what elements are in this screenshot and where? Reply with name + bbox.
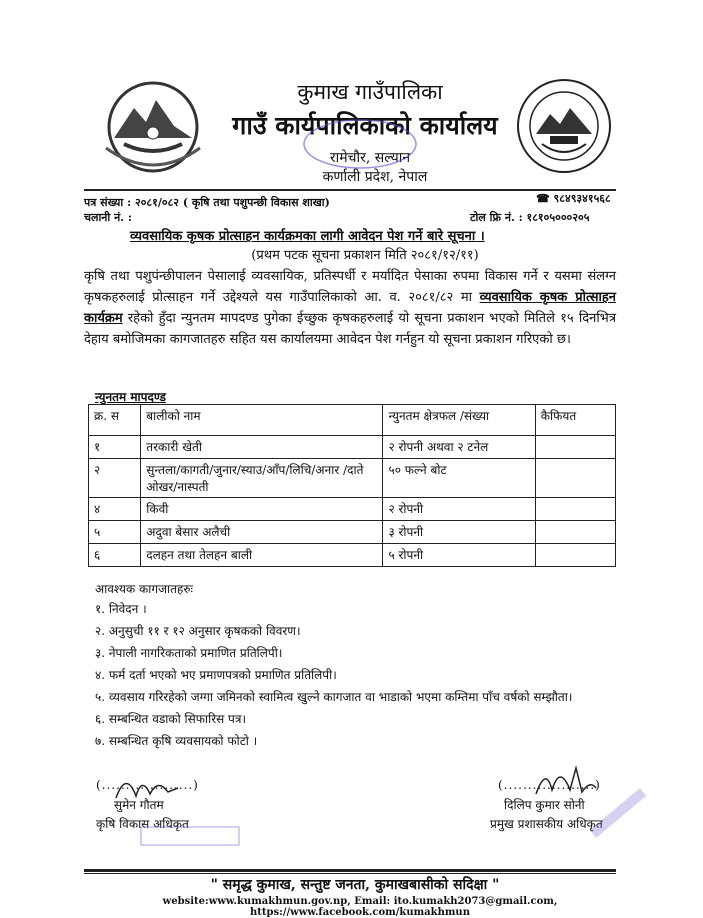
list-item: ६. सम्बन्धित वडाको सिफारिस पत्र। — [95, 712, 247, 726]
criteria-table — [88, 404, 616, 567]
address-line-2: कर्णाली प्रदेश, नेपाल — [322, 169, 428, 185]
signature-line: (...................) — [498, 778, 601, 792]
table-cell — [535, 498, 615, 521]
right-signature-stamp — [588, 784, 648, 848]
notice-body — [84, 266, 616, 350]
list-item: ५. व्यवसाय गरिरहेको जग्गा जमिनको स्वामित्व खुल्ने कागजात वा भाडाको भएमा कम्तिमा पाँच वर्षको सम्झौता। — [95, 690, 573, 704]
required-documents-list — [95, 598, 615, 752]
column-header: बालीको नाम — [141, 405, 383, 436]
right-signatory-title: प्रमुख प्रशासकीय अधिकृत — [490, 817, 603, 831]
signature-line: (...................) — [96, 778, 199, 792]
table-row — [89, 459, 616, 498]
left-signature-stamp — [140, 826, 240, 850]
phone-number — [536, 191, 611, 206]
column-header: कैफियत — [535, 405, 615, 436]
right-signatory-name: दिलिप कुमार सोनी — [504, 798, 585, 812]
list-item: ३. नेपाली नागरिकताको प्रमाणित प्रतिलिपी। — [95, 646, 283, 660]
table-cell: किवी — [141, 498, 383, 521]
toll-free-number: टोल फ्रि नं. : १८१०५०००२०५ — [470, 211, 590, 224]
body-part-1: कृषि तथा पशुपंन्छीपालन पेसालाई व्यवसायिक, प्रतिस्पर्धी र मर्यादित पेसाका रुपमा विकास गर्ने र यसमा संलग्न कृषकहरुलाई प्रोत्साहन गर्ने उद्देश्यले यस गाउँपालिकाको आ. व. २०८१/८२ मा — [84, 269, 616, 305]
footer-motto: " समृद्ध कुमाख, सन्तुष्ट जनता, कुमाखबासीको सदिक्षा " — [210, 877, 500, 893]
table-header-row — [89, 405, 616, 436]
table-cell: १ — [89, 436, 141, 459]
nepal-emblem-logo — [94, 78, 212, 176]
address-line-1: रामेचौर, सल्यान — [329, 150, 411, 166]
table-cell: ४ — [89, 498, 141, 521]
column-header: न्युनतम क्षेत्रफल /संख्या — [383, 405, 535, 436]
list-item: ४. फर्म दर्ता भएको भए प्रमाणपत्रको प्रमाणित प्रतिलिपी। — [95, 668, 337, 682]
body-part-2: रहेको हुँदा न्युनतम मापदण्ड पुगेका ईच्छुक कृषकहरुलाई यो सूचना प्रकाशन भएको मितिले १५ दिनभित्र देहाय बमोजिमका कागजातहरु सहित यस कार्यालयमा आवेदन पेश गर्नहुन यो सूचना प्रकाशन गरिएको छ। — [84, 311, 616, 347]
municipality-seal-logo — [516, 78, 612, 174]
table-cell: तरकारी खेती — [141, 436, 383, 459]
left-signatory — [96, 778, 256, 832]
notice-subject: व्यवसायिक कृषक प्रोत्साहन कार्यक्रमका लागी आवेदन पेश गर्ने बारे सूचना । — [130, 229, 485, 244]
program-name-highlight: व्यवसायिक कृषक प्रोत्साहन कार्यक्रम — [84, 290, 616, 326]
table-cell — [535, 544, 615, 567]
table-cell: ५ रोपनी — [383, 544, 535, 567]
table-cell: ५ — [89, 521, 141, 544]
office-name: गाउँ कार्यपालिकाको कार्यालय — [232, 111, 498, 140]
list-item: १. निवेदन । — [95, 602, 147, 616]
table-cell: सुन्तला/कागती/जुनार/स्याउ/आँप/लिचि/अनार /दाते ओखर/नास्पती — [141, 459, 383, 498]
publication-date-note: (प्रथम पटक सूचना प्रकाशन मिति २०८१/१२/११) — [251, 248, 479, 263]
table-cell — [535, 436, 615, 459]
column-header: क्र. स — [89, 405, 141, 436]
table-cell: २ — [89, 459, 141, 498]
footer-contact: website:www.kumakhmun.gov.np, Email: ito.kumakh2073@gmail.com, https://www.facebook.com/kumakhmun — [162, 896, 558, 918]
left-signatory-title: कृषि विकास अधिकृत — [96, 817, 189, 831]
list-item: २. अनुसुची ११ र १२ अनुसार कृषकको विवरण। — [95, 624, 301, 638]
table-row — [89, 521, 616, 544]
footer-divider-thick — [84, 869, 616, 872]
table-cell: अदुवा बेसार अलैची — [141, 521, 383, 544]
phone-icon: ☎ — [536, 192, 550, 205]
table-cell: ३ रोपनी — [383, 521, 535, 544]
table-cell — [535, 459, 615, 498]
table-cell — [535, 521, 615, 544]
org-name: कुमाख गाउँपालिका — [297, 80, 443, 104]
table-cell: २ रोपनी अथवा २ टनेल — [383, 436, 535, 459]
table-cell: ६ — [89, 544, 141, 567]
table-cell: २ रोपनी — [383, 498, 535, 521]
dispatch-number: चलानी नं. : — [84, 211, 132, 224]
table-row — [89, 498, 616, 521]
table-cell: दलहन तथा तेलहन बाली — [141, 544, 383, 567]
required-documents-title: आवश्यक कागजातहरुः — [95, 582, 193, 596]
office-stamp — [300, 116, 420, 176]
left-signatory-name: सुमेन गौतम — [114, 798, 164, 812]
footer-divider-thin — [84, 873, 616, 874]
criteria-title: न्युनतम मापदण्ड — [95, 390, 166, 404]
table-row — [89, 436, 616, 459]
table-cell: ५० फल्ने बोट — [383, 459, 535, 498]
reference-number: पत्र संख्या : २०८१/०८२ ( कृषि तथा पशुपन्छी विकास शाखा) — [84, 196, 330, 209]
list-item: ७. सम्बन्धित कृषि व्यवसायको फोटो । — [95, 734, 258, 748]
table-row — [89, 544, 616, 567]
phone-value: ९८४९३४१५६८ — [553, 192, 611, 205]
